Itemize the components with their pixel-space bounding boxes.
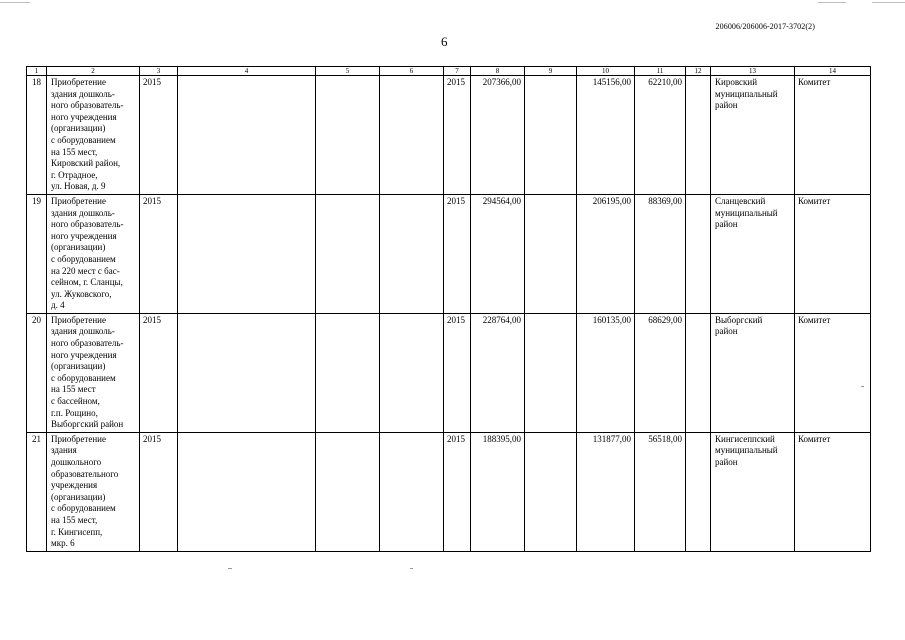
scan-edge-mark xyxy=(872,2,905,3)
empty-cell xyxy=(316,194,380,313)
year-cell: 2015 xyxy=(140,432,178,551)
executor-cell: Комитет xyxy=(795,76,871,195)
column-number-row xyxy=(27,67,871,76)
scan-speck xyxy=(228,568,232,569)
district-cell: Кировский муниципальный район xyxy=(711,76,795,195)
empty-cell xyxy=(380,194,444,313)
column-number: 9 xyxy=(525,67,577,76)
column-number: 12 xyxy=(686,67,711,76)
amount-cell: 145156,00 xyxy=(577,76,635,195)
amount-cell: 131877,00 xyxy=(577,432,635,551)
column-number: 10 xyxy=(577,67,635,76)
total-amount-cell: 207366,00 xyxy=(471,76,525,195)
amount-cell: 160135,00 xyxy=(577,313,635,432)
empty-cell xyxy=(686,313,711,432)
empty-cell xyxy=(525,194,577,313)
column-number: 11 xyxy=(635,67,686,76)
page-number: 6 xyxy=(441,34,448,49)
table-row xyxy=(27,76,871,195)
document-id: 206006/206006-2017-3702(2) xyxy=(715,22,815,31)
column-number: 14 xyxy=(795,67,871,76)
row-number: 20 xyxy=(27,313,47,432)
amount-cell: 88369,00 xyxy=(635,194,686,313)
year-cell: 2015 xyxy=(444,432,471,551)
column-number: 4 xyxy=(178,67,316,76)
empty-cell xyxy=(178,432,316,551)
total-amount-cell: 228764,00 xyxy=(471,313,525,432)
scan-speck xyxy=(861,386,864,387)
amount-cell: 68629,00 xyxy=(635,313,686,432)
data-table xyxy=(26,66,871,552)
empty-cell xyxy=(380,313,444,432)
column-number: 5 xyxy=(316,67,380,76)
empty-cell xyxy=(178,76,316,195)
empty-cell xyxy=(316,76,380,195)
scan-edge-mark xyxy=(0,2,30,3)
empty-cell xyxy=(525,432,577,551)
district-cell: Кингисеппский муниципальный район xyxy=(711,432,795,551)
object-description: Приобретение здания дошколь- ного образователь- ного учреждения (организации) с оборудованием на 155 мест, Кировский район, г. Отрадное, ул. Новая, д. 9 xyxy=(47,76,140,195)
empty-cell xyxy=(380,432,444,551)
year-cell: 2015 xyxy=(444,76,471,195)
year-cell: 2015 xyxy=(140,76,178,195)
scan-edge-mark xyxy=(818,2,846,3)
empty-cell xyxy=(525,313,577,432)
empty-cell xyxy=(380,76,444,195)
district-cell: Выборгский район xyxy=(711,313,795,432)
table-row xyxy=(27,194,871,313)
object-description: Приобретение здания дошкольного образовательного учреждения (организации) с оборудованием на 155 мест, г. Кингисепп, мкр. 6 xyxy=(47,432,140,551)
year-cell: 2015 xyxy=(140,194,178,313)
year-cell: 2015 xyxy=(444,313,471,432)
object-description: Приобретение здания дошколь- ного образователь- ного учреждения (организации) с оборудованием на 220 мест с бас- сейном, г. Сланцы, ул. Жуковского, д. 4 xyxy=(47,194,140,313)
empty-cell xyxy=(178,194,316,313)
empty-cell xyxy=(686,76,711,195)
empty-cell xyxy=(316,432,380,551)
amount-cell: 206195,00 xyxy=(577,194,635,313)
column-number: 6 xyxy=(380,67,444,76)
amount-cell: 56518,00 xyxy=(635,432,686,551)
column-number: 13 xyxy=(711,67,795,76)
column-number: 2 xyxy=(47,67,140,76)
table-row xyxy=(27,313,871,432)
column-number: 7 xyxy=(444,67,471,76)
amount-cell: 62210,00 xyxy=(635,76,686,195)
empty-cell xyxy=(316,313,380,432)
column-number: 1 xyxy=(27,67,47,76)
empty-cell xyxy=(178,313,316,432)
column-number: 8 xyxy=(471,67,525,76)
empty-cell xyxy=(686,432,711,551)
total-amount-cell: 294564,00 xyxy=(471,194,525,313)
executor-cell: Комитет xyxy=(795,194,871,313)
row-number: 21 xyxy=(27,432,47,551)
executor-cell: Комитет xyxy=(795,313,871,432)
row-number: 19 xyxy=(27,194,47,313)
year-cell: 2015 xyxy=(140,313,178,432)
object-description: Приобретение здания дошколь- ного образователь- ного учреждения (организации) с оборудованием на 155 мест с бассейном, г.п. Рощино, Выборгский район xyxy=(47,313,140,432)
row-number: 18 xyxy=(27,76,47,195)
column-number: 3 xyxy=(140,67,178,76)
year-cell: 2015 xyxy=(444,194,471,313)
total-amount-cell: 188395,00 xyxy=(471,432,525,551)
empty-cell xyxy=(686,194,711,313)
district-cell: Сланцевский муниципальный район xyxy=(711,194,795,313)
table-row xyxy=(27,432,871,551)
scan-speck xyxy=(410,568,413,569)
empty-cell xyxy=(525,76,577,195)
executor-cell: Комитет xyxy=(795,432,871,551)
